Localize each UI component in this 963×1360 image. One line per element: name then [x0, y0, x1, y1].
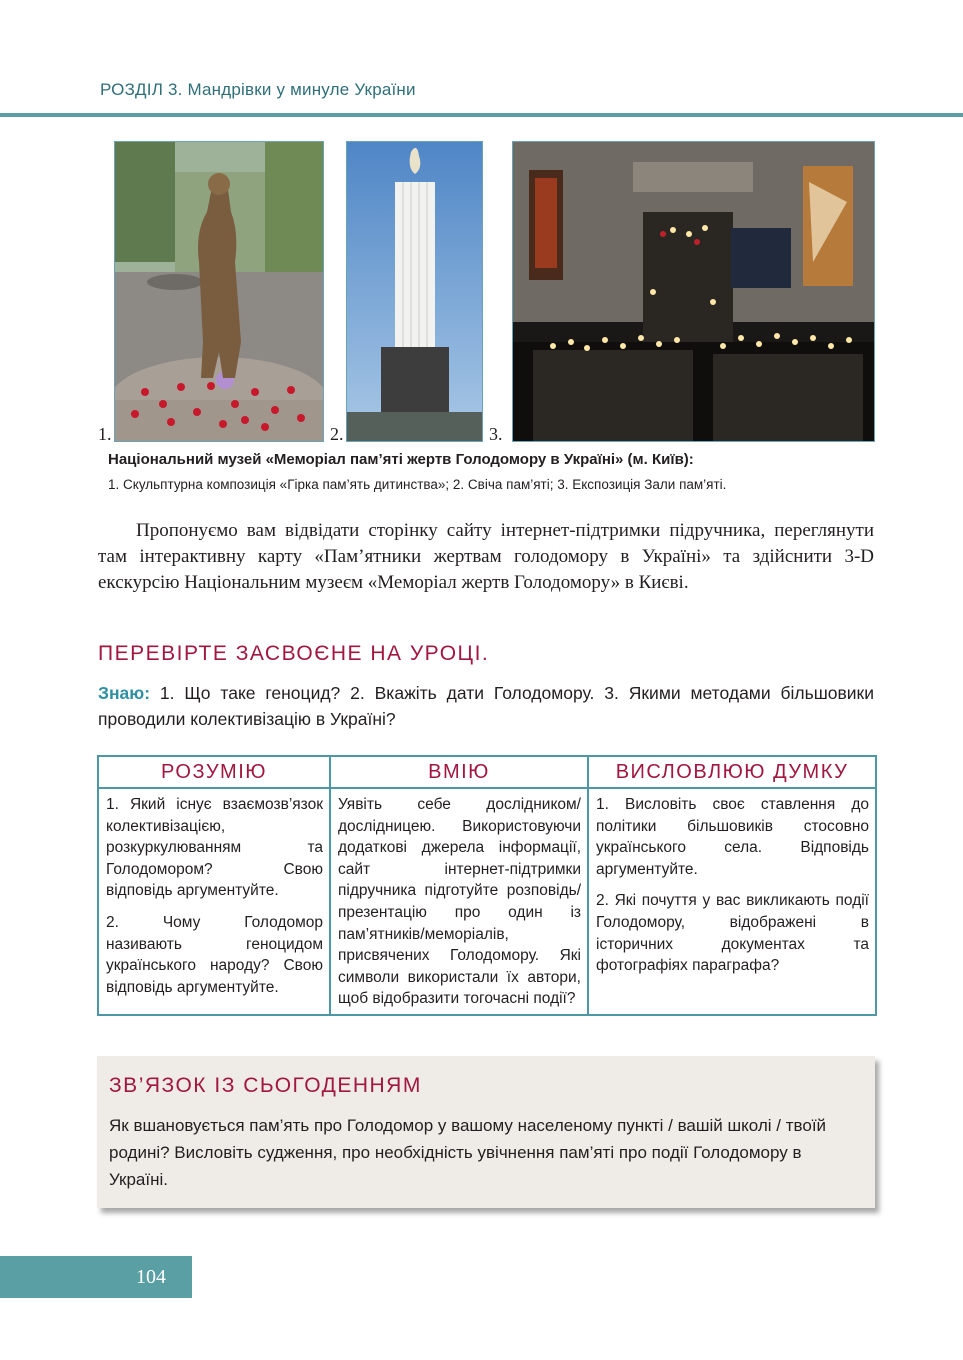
photo-number-2: 2.	[330, 424, 344, 444]
photo-number-3: 3.	[489, 424, 503, 444]
present-day-link-box	[97, 1056, 875, 1208]
header-opinion: ВИСЛОВЛЮЮ ДУМКУ	[588, 756, 876, 788]
header-title: РОЗДІЛ 3. Мандрівки у минуле України	[100, 80, 416, 99]
understand-task-1: 1. Який існує взаємозв’язок колективізацією, розкуркулюванням та Голодомором? Свою відповідь аргументуйте.	[106, 796, 323, 900]
opinion-cell	[588, 788, 876, 1015]
check-section-title: ПЕРЕВІРТЕ ЗАСВОЄНЕ НА УРОЦІ.	[98, 642, 490, 665]
header-understand: РОЗУМІЮ	[98, 756, 330, 788]
opinion-task-2: 2. Які почуття у вас викликають події Голодомору, відображені в історичних документах та фотографіях параграфа?	[596, 892, 869, 975]
know-question	[98, 680, 874, 732]
header-rule	[0, 113, 963, 117]
photo-candle-memorial	[346, 141, 483, 442]
intro-paragraph: Пропонуємо вам відвідати сторінку сайту інтернет-підтримки підручника, переглянути там інтерактивну карту «Пам’ятники жертвам голодомору в Україні» та здійснити 3-D екскурсію Національним музеєм «Меморіал жертв Голодомору» в Києві.	[98, 520, 874, 593]
photo-caption-title: Національний музей «Меморіал пам’яті жертв Голодомору в Україні» (м. Київ):	[108, 451, 694, 468]
photo-number-1: 1.	[98, 424, 112, 444]
link-box-title: ЗВ’ЯЗОК ІЗ СЬОГОДЕННЯМ	[109, 1074, 422, 1097]
can-task-1: Уявіть себе дослідником/дослідницею. Використовуючи додаткові джерела інформації, сайт інтернет-підтримки підручника підготуйте розповідь/презентацію про один із пам’ятників/меморіалів, присвячених Голодомору. Які символи використали їх автори, щоб відобразити тогочасні події?	[338, 796, 581, 1008]
page-number: 104	[136, 1266, 166, 1288]
understand-cell	[98, 788, 330, 1015]
know-label: Знаю:	[98, 683, 151, 703]
can-cell	[330, 788, 588, 1015]
tasks-table	[97, 755, 877, 1016]
know-text: 1. Що таке геноцид? 2. Вкажіть дати Голодомору. 3. Якими методами більшовики проводили колективізацію в Україні?	[98, 683, 874, 729]
photo-caption-items: 1. Скульптурна композиція «Гірка пам’ять дитинства»; 2. Свіча пам’яті; 3. Експозиція Зали пам’яті.	[108, 477, 727, 492]
photo-sculpture	[114, 141, 324, 442]
understand-task-2: 2. Чому Голодомор називають геноцидом українського народу? Свою відповідь аргументуйте.	[106, 913, 323, 996]
photo-hall-of-memory	[512, 141, 875, 442]
header-can: ВМІЮ	[330, 756, 588, 788]
opinion-task-1: 1. Висловіть своє ставлення до політики більшовиків стосовно українського села. Відповідь аргументуйте.	[596, 796, 869, 878]
link-box-text: Як вшановується пам’ять про Голодомор у вашому населеному пункті / вашій школі / твоїй родині? Висловіть судження, про необхідність увічнення пам’яті про події Голодомору в Україні.	[109, 1116, 827, 1189]
